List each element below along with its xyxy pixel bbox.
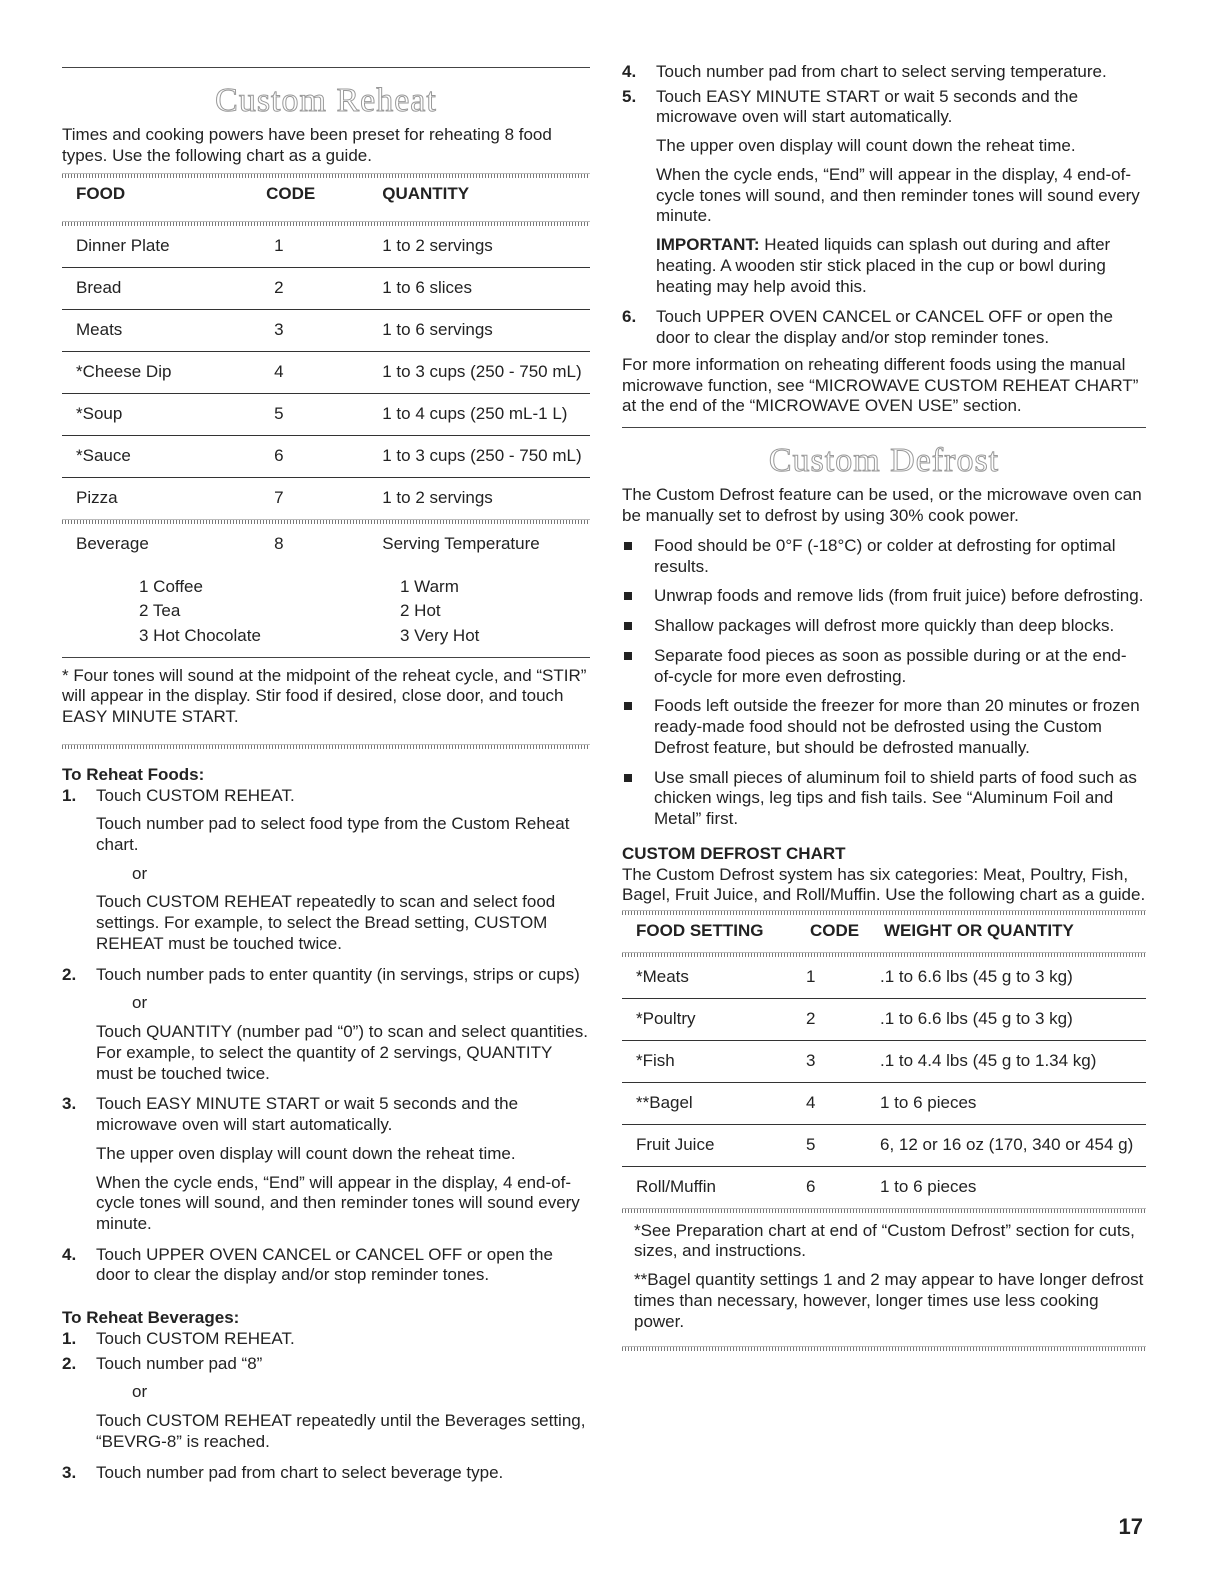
cell-quantity: 1 to 3 cups (250 - 750 mL) xyxy=(368,351,590,393)
section-rule xyxy=(622,427,1146,428)
cell-quantity: Serving Temperature xyxy=(382,533,540,553)
cell-food: Meats xyxy=(62,309,252,351)
cell-code: 4 xyxy=(252,351,368,393)
table-row xyxy=(62,351,590,393)
serving-temp-item: 3 Very Hot xyxy=(400,625,480,645)
reheat-beverages-steps-continued xyxy=(622,62,1146,349)
beverage-type-item: 2 Tea xyxy=(139,601,181,621)
step-item xyxy=(622,62,1146,83)
table-row xyxy=(622,957,1146,999)
cell-quantity: 1 to 4 cups (250 mL-1 L) xyxy=(368,393,590,435)
cell-food: Pizza xyxy=(76,487,118,507)
defrost-footnote: **Bagel quantity settings 1 and 2 may appear to have longer defrost times than necessary, however, longer times use less cooking power. xyxy=(634,1270,1144,1331)
cell-weight: .1 to 6.6 lbs (45 g to 3 kg) xyxy=(866,998,1146,1040)
list-item: Foods left outside the freezer for more than 20 minutes or frozen ready-made food should not be defrosted using the Custom Defrost feature, but should be defrosted manually. xyxy=(622,696,1146,758)
serving-temp-list xyxy=(400,575,479,649)
table-row xyxy=(62,267,590,309)
cell-food: Bread xyxy=(62,267,252,309)
cell-quantity: 1 to 2 servings xyxy=(382,487,493,507)
table-row xyxy=(62,435,590,477)
cell-code: 8 xyxy=(274,533,284,553)
page-number: 17 xyxy=(1118,1514,1143,1539)
step-detail: Touch CUSTOM REHEAT repeatedly until the Beverages setting, “BEVRG-8” is reached. xyxy=(96,1411,586,1451)
step-text: Touch EASY MINUTE START or wait 5 seconds and the microwave oven will start automatically. xyxy=(96,1094,519,1135)
step-item xyxy=(622,307,1146,348)
cell-code: 1 xyxy=(786,957,866,999)
cell-code: 1 xyxy=(252,226,368,268)
step-item xyxy=(62,1354,590,1453)
list-item: Separate food pieces as soon as possible during or at the end-of-cycle for more even defrosting. xyxy=(622,646,1146,687)
cell-weight: 6, 12 or 16 oz (170, 340 or 454 g) xyxy=(866,1124,1146,1166)
more-info-text: For more information on reheating different foods using the manual microwave function, see “MICROWAVE CUSTOM REHEAT CHART” at the end of the “MICROWAVE OVEN USE” section. xyxy=(622,354,1139,416)
col-header-food-setting: FOOD SETTING xyxy=(636,920,764,940)
cell-code: 4 xyxy=(786,1082,866,1124)
table-row xyxy=(62,524,590,565)
step-text: Touch number pad from chart to select serving temperature. xyxy=(656,62,1107,81)
cell-food: *Poultry xyxy=(622,998,786,1040)
custom-defrost-chart-intro: The Custom Defrost system has six categories: Meat, Poultry, Fish, Bagel, Fruit Juice, and Roll/Muffin. Use the following chart as a guide. xyxy=(622,864,1146,905)
cell-code: 2 xyxy=(252,267,368,309)
custom-reheat-intro: Times and cooking powers have been preset for reheating 8 food types. Use the following chart as a guide. xyxy=(62,125,552,166)
to-reheat-foods-heading: To Reheat Foods: xyxy=(62,764,205,784)
col-header-weight: WEIGHT OR QUANTITY xyxy=(884,920,1074,940)
defrost-tips xyxy=(622,536,1146,830)
cell-weight: .1 to 6.6 lbs (45 g to 3 kg) xyxy=(866,957,1146,999)
table-header-row xyxy=(622,915,1146,948)
serving-temp-item: 2 Hot xyxy=(400,601,441,621)
step-text: Touch CUSTOM REHEAT. xyxy=(96,1328,295,1348)
table-row xyxy=(622,998,1146,1040)
table-row xyxy=(622,1166,1146,1208)
step-number: 1. xyxy=(62,785,77,805)
step-text: Touch number pad from chart to select beverage type. xyxy=(96,1462,504,1482)
col-header-code: CODE xyxy=(266,183,316,203)
section-rule xyxy=(62,67,590,68)
cell-food: Fruit Juice xyxy=(622,1124,786,1166)
custom-defrost-title: Custom Defrost xyxy=(768,442,1000,480)
custom-reheat-table-beverage xyxy=(62,524,590,565)
serving-temp-item: 1 Warm xyxy=(400,576,459,596)
cell-weight: 1 to 6 pieces xyxy=(880,1176,977,1196)
table-row xyxy=(62,393,590,435)
table-header-row xyxy=(62,178,590,211)
cell-code: 6 xyxy=(806,1176,816,1196)
step-item xyxy=(62,965,590,1085)
custom-reheat-table xyxy=(62,178,590,211)
step-text: Touch EASY MINUTE START or wait 5 seconds and the microwave oven will start automatically. xyxy=(656,86,1079,127)
table-row xyxy=(62,477,590,519)
step-text: Touch CUSTOM REHEAT. xyxy=(96,785,295,805)
important-text: Heated liquids can splash out during and after heating. A wooden stir stick placed in the cup or bowl during heating may help avoid this. xyxy=(656,235,1111,296)
beverage-type-item: 1 Coffee xyxy=(139,576,203,596)
cell-code: 6 xyxy=(252,435,368,477)
defrost-footnote: *See Preparation chart at end of “Custom Defrost” section for cuts, sizes, and instructions. xyxy=(634,1220,1135,1261)
table-row xyxy=(622,1082,1146,1124)
step-detail: Touch CUSTOM REHEAT repeatedly to scan and select food settings. For example, to select the Bread setting, CUSTOM REHEAT must be touched twice. xyxy=(96,892,556,953)
col-header-quantity: QUANTITY xyxy=(382,183,470,203)
step-number: 2. xyxy=(62,1353,77,1373)
step-number: 3. xyxy=(62,1094,77,1114)
step-detail: When the cycle ends, “End” will appear in the display, 4 end-of-cycle tones will sound, and then reminder tones will sound every minute. xyxy=(96,1172,580,1234)
table-bottom-rule xyxy=(622,1208,1146,1213)
cell-food: **Bagel xyxy=(622,1082,786,1124)
custom-defrost-intro: The Custom Defrost feature can be used, or the microwave oven can be manually set to defrost by using 30% cook power. xyxy=(622,485,1142,526)
cell-code: 5 xyxy=(252,393,368,435)
reheat-foods-steps xyxy=(62,786,590,1287)
cell-food: *Cheese Dip xyxy=(62,351,252,393)
step-text: Touch number pads to enter quantity (in servings, strips or cups) xyxy=(96,964,580,984)
step-detail: When the cycle ends, “End” will appear in the display, 4 end-of-cycle tones will sound, and then reminder tones will sound every minute. xyxy=(656,164,1140,226)
step-or: or xyxy=(132,1382,148,1402)
step-item xyxy=(62,1094,590,1234)
step-detail: The upper oven display will count down the reheat time. xyxy=(96,1143,516,1163)
step-number: 2. xyxy=(62,964,77,984)
table-row xyxy=(62,309,590,351)
important-note xyxy=(656,235,1146,297)
step-item xyxy=(62,1329,590,1350)
beverage-type-item: 3 Hot Chocolate xyxy=(139,625,261,645)
step-text: Touch number pad “8” xyxy=(96,1353,263,1373)
cell-food: *Meats xyxy=(622,957,786,999)
custom-defrost-table-header xyxy=(622,915,1146,948)
step-number: 4. xyxy=(62,1244,77,1264)
step-number: 5. xyxy=(622,86,637,106)
cell-code: 7 xyxy=(274,487,284,507)
cell-weight: 1 to 6 pieces xyxy=(866,1082,1146,1124)
step-detail: Touch number pad to select food type from the Custom Reheat chart. xyxy=(96,814,570,854)
cell-food: Dinner Plate xyxy=(62,226,252,268)
step-detail: The upper oven display will count down the reheat time. xyxy=(656,136,1076,156)
step-number: 3. xyxy=(62,1462,77,1482)
step-number: 4. xyxy=(622,62,637,81)
beverage-type-list xyxy=(139,575,400,649)
cell-quantity: 1 to 6 servings xyxy=(368,309,590,351)
reheat-footnote: * Four tones will sound at the midpoint of the reheat cycle, and “STIR” will appear in the display. Stir food if desired, close door, and touch EASY MINUTE START. xyxy=(62,665,587,727)
cell-quantity: 1 to 3 cups (250 - 750 mL) xyxy=(368,435,590,477)
step-item xyxy=(62,1245,590,1286)
important-label: IMPORTANT: xyxy=(656,235,760,255)
cell-food: *Fish xyxy=(622,1040,786,1082)
custom-reheat-title: Custom Reheat xyxy=(215,82,437,119)
beverage-options xyxy=(62,575,590,649)
custom-defrost-table xyxy=(622,957,1146,1208)
col-header-food: FOOD xyxy=(76,183,126,203)
list-item: Shallow packages will defrost more quickly than deep blocks. xyxy=(622,616,1146,637)
step-number: 6. xyxy=(622,307,637,327)
step-text: Touch UPPER OVEN CANCEL or CANCEL OFF or open the door to clear the display and/or stop reminder tones. xyxy=(656,307,1113,348)
col-header-code: CODE xyxy=(810,920,860,940)
cell-food: Roll/Muffin xyxy=(636,1176,716,1196)
footnote-rule xyxy=(622,1346,1146,1351)
cell-code: 5 xyxy=(786,1124,866,1166)
step-or: or xyxy=(132,863,148,883)
step-text: Touch UPPER OVEN CANCEL or CANCEL OFF or open the door to clear the display and/or stop reminder tones. xyxy=(96,1244,553,1285)
cell-code: 2 xyxy=(786,998,866,1040)
reheat-beverages-steps xyxy=(62,1329,590,1483)
cell-quantity: 1 to 6 slices xyxy=(368,267,590,309)
step-item xyxy=(62,1463,590,1484)
to-reheat-beverages-heading: To Reheat Beverages: xyxy=(62,1308,240,1328)
table-row xyxy=(62,226,590,268)
cell-code: 3 xyxy=(786,1040,866,1082)
step-detail: Touch QUANTITY (number pad “0”) to scan and select quantities. For example, to select the quantity of 2 servings, QUANTITY must be touched twice. xyxy=(96,1022,588,1083)
step-or: or xyxy=(132,993,148,1013)
step-item xyxy=(622,87,1146,298)
right-column xyxy=(622,0,1146,1351)
cell-weight: .1 to 4.4 lbs (45 g to 1.34 kg) xyxy=(866,1040,1146,1082)
left-column xyxy=(62,0,590,1493)
step-number: 1. xyxy=(62,1328,77,1348)
cell-food: *Sauce xyxy=(62,435,252,477)
cell-food: Beverage xyxy=(76,533,149,553)
cell-food: *Soup xyxy=(62,393,252,435)
list-item: Unwrap foods and remove lids (from fruit juice) before defrosting. xyxy=(622,586,1146,607)
custom-reheat-table-body xyxy=(62,226,590,519)
list-item: Food should be 0°F (-18°C) or colder at defrosting for optimal results. xyxy=(622,536,1146,577)
cell-quantity: 1 to 2 servings xyxy=(368,226,590,268)
table-row xyxy=(622,1124,1146,1166)
list-item: Use small pieces of aluminum foil to shield parts of food such as chicken wings, leg tips and fish tails. See “Aluminum Foil and Metal” first. xyxy=(622,768,1146,830)
cell-code: 3 xyxy=(252,309,368,351)
defrost-footnotes xyxy=(622,1221,1146,1333)
step-item xyxy=(62,786,590,955)
footnote-rule xyxy=(62,744,590,749)
custom-defrost-chart-heading: CUSTOM DEFROST CHART xyxy=(622,843,846,863)
table-bottom-rule xyxy=(62,657,590,658)
table-row xyxy=(622,1040,1146,1082)
